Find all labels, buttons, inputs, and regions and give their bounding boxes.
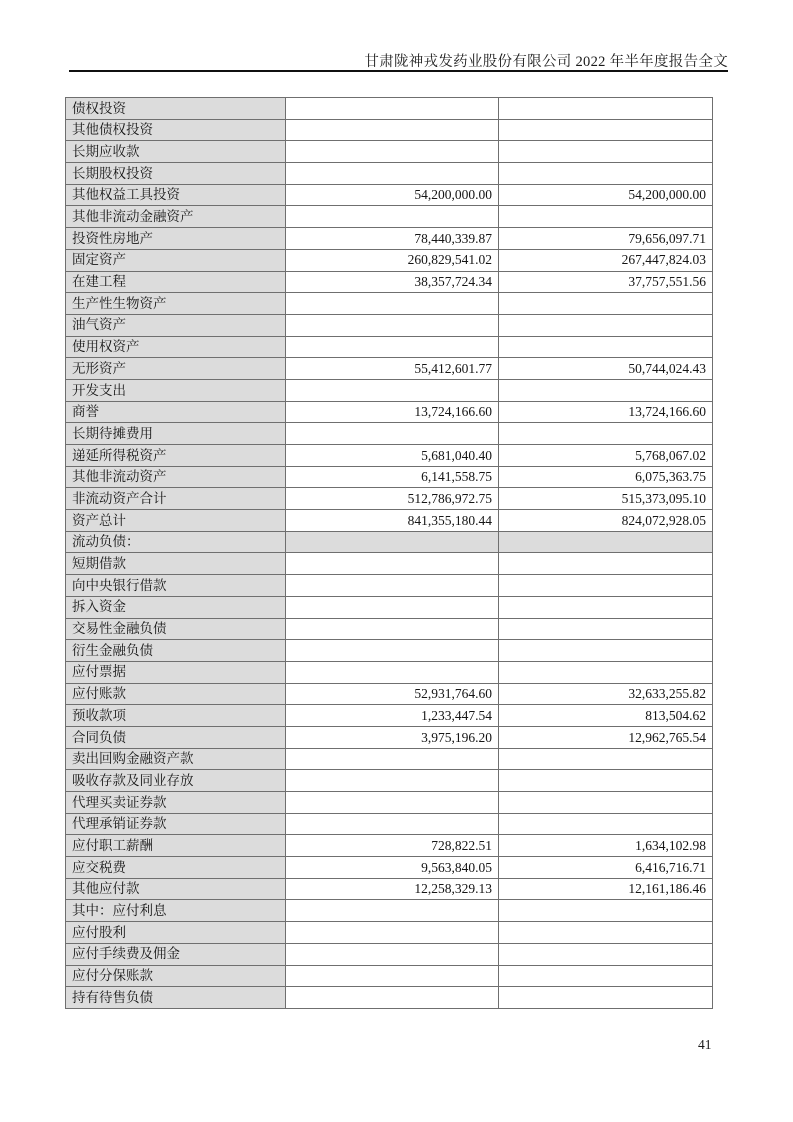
row-value-2: 12,962,765.54: [499, 726, 713, 748]
row-value-1: 5,681,040.40: [286, 445, 499, 467]
row-value-2: 79,656,097.71: [499, 228, 713, 250]
row-label: 使用权资产: [66, 336, 286, 358]
row-value-2: [499, 813, 713, 835]
row-value-1: [286, 553, 499, 575]
table-row: [66, 466, 713, 488]
row-value-1: 512,786,972.75: [286, 488, 499, 510]
row-value-1: [286, 206, 499, 228]
row-value-2: [499, 379, 713, 401]
row-label: 长期应收款: [66, 141, 286, 163]
row-label: 长期股权投资: [66, 163, 286, 185]
row-value-2: [499, 206, 713, 228]
row-value-1: [286, 748, 499, 770]
row-value-2: [499, 423, 713, 445]
row-label: 应付股利: [66, 922, 286, 944]
row-label: 商誉: [66, 401, 286, 423]
row-value-2: 6,075,363.75: [499, 466, 713, 488]
page-number: 41: [698, 1037, 712, 1052]
table-row: [66, 488, 713, 510]
report-header-title: 甘肃陇神戎发药业股份有限公司 2022 年半年度报告全文: [364, 54, 728, 70]
table-row: [66, 141, 713, 163]
row-label: 资产总计: [66, 510, 286, 532]
row-label: 油气资产: [66, 314, 286, 336]
row-label: 应交税费: [66, 857, 286, 879]
row-label: 吸收存款及同业存放: [66, 770, 286, 792]
table-row: [66, 119, 713, 141]
row-value-1: [286, 314, 499, 336]
row-label: 长期待摊费用: [66, 423, 286, 445]
row-value-1: [286, 575, 499, 597]
table-row: [66, 206, 713, 228]
row-value-2: 50,744,024.43: [499, 358, 713, 380]
row-value-2: 267,447,824.03: [499, 249, 713, 271]
row-label: 其他非流动资产: [66, 466, 286, 488]
row-label: 衍生金融负债: [66, 640, 286, 662]
row-value-1: 1,233,447.54: [286, 705, 499, 727]
row-value-2: [499, 553, 713, 575]
row-label: 非流动资产合计: [66, 488, 286, 510]
row-value-1: 38,357,724.34: [286, 271, 499, 293]
row-value-1: [286, 379, 499, 401]
table-row: [66, 401, 713, 423]
row-value-1: 55,412,601.77: [286, 358, 499, 380]
table-row: [66, 596, 713, 618]
table-row: [66, 770, 713, 792]
row-value-1: [286, 943, 499, 965]
row-value-2: 5,768,067.02: [499, 445, 713, 467]
row-value-2: [499, 943, 713, 965]
row-label: 应付手续费及佣金: [66, 943, 286, 965]
table-row: [66, 900, 713, 922]
table-row: [66, 293, 713, 315]
table-row: [66, 336, 713, 358]
row-value-1: 260,829,541.02: [286, 249, 499, 271]
table-row: [66, 271, 713, 293]
row-label: 其他债权投资: [66, 119, 286, 141]
row-value-1: 52,931,764.60: [286, 683, 499, 705]
row-value-1: [286, 965, 499, 987]
row-value-2: 32,633,255.82: [499, 683, 713, 705]
table-row: [66, 965, 713, 987]
table-row: [66, 575, 713, 597]
row-label: 交易性金融负债: [66, 618, 286, 640]
row-value-2: [499, 792, 713, 814]
table-row: [66, 748, 713, 770]
row-value-2: 813,504.62: [499, 705, 713, 727]
row-label: 代理买卖证券款: [66, 792, 286, 814]
row-value-2: [499, 336, 713, 358]
table-row: [66, 184, 713, 206]
row-label: 开发支出: [66, 379, 286, 401]
row-value-1: 9,563,840.05: [286, 857, 499, 879]
row-value-2: [499, 640, 713, 662]
row-value-1: [286, 922, 499, 944]
row-value-1: [286, 119, 499, 141]
row-value-2: [499, 965, 713, 987]
table-row: [66, 445, 713, 467]
row-value-2: [499, 293, 713, 315]
row-label: 拆入资金: [66, 596, 286, 618]
row-value-2: [499, 987, 713, 1009]
row-label: 其他非流动金融资产: [66, 206, 286, 228]
row-value-2: [499, 575, 713, 597]
row-value-1: [286, 640, 499, 662]
row-label: 流动负债：: [66, 531, 286, 553]
table-row: [66, 249, 713, 271]
row-value-2: [499, 141, 713, 163]
row-label: 持有待售负债: [66, 987, 286, 1009]
row-label: 应付账款: [66, 683, 286, 705]
balance-sheet-body: [66, 98, 713, 1009]
row-value-2: 37,757,551.56: [499, 271, 713, 293]
row-label: 向中央银行借款: [66, 575, 286, 597]
row-value-1: [286, 770, 499, 792]
table-row: [66, 857, 713, 879]
header-rule: [69, 70, 728, 72]
row-label: 其中：应付利息: [66, 900, 286, 922]
table-row: [66, 661, 713, 683]
row-value-1: [286, 531, 499, 553]
row-label: 递延所得税资产: [66, 445, 286, 467]
row-label: 预收款项: [66, 705, 286, 727]
table-row: [66, 423, 713, 445]
row-value-2: 13,724,166.60: [499, 401, 713, 423]
row-value-2: [499, 661, 713, 683]
row-label: 短期借款: [66, 553, 286, 575]
table-row: [66, 358, 713, 380]
table-row: [66, 98, 713, 120]
row-value-2: [499, 748, 713, 770]
row-value-1: [286, 596, 499, 618]
row-label: 在建工程: [66, 271, 286, 293]
row-value-2: [499, 922, 713, 944]
row-value-2: [499, 900, 713, 922]
row-label: 投资性房地产: [66, 228, 286, 250]
row-label: 无形资产: [66, 358, 286, 380]
table-row: [66, 379, 713, 401]
row-value-1: [286, 900, 499, 922]
row-value-1: [286, 423, 499, 445]
row-value-2: [499, 618, 713, 640]
row-value-1: [286, 293, 499, 315]
table-row: [66, 943, 713, 965]
row-value-1: [286, 618, 499, 640]
row-value-2: [499, 163, 713, 185]
row-value-2: 54,200,000.00: [499, 184, 713, 206]
row-value-2: 6,416,716.71: [499, 857, 713, 879]
row-value-1: [286, 336, 499, 358]
table-row: [66, 878, 713, 900]
table-row: [66, 792, 713, 814]
row-value-1: 78,440,339.87: [286, 228, 499, 250]
row-value-2: [499, 98, 713, 120]
row-label: 应付分保账款: [66, 965, 286, 987]
row-value-2: [499, 314, 713, 336]
row-value-1: 13,724,166.60: [286, 401, 499, 423]
table-row: [66, 987, 713, 1009]
row-value-2: 824,072,928.05: [499, 510, 713, 532]
row-value-1: [286, 987, 499, 1009]
table-row: [66, 813, 713, 835]
row-value-2: 515,373,095.10: [499, 488, 713, 510]
table-row: [66, 510, 713, 532]
row-value-1: 12,258,329.13: [286, 878, 499, 900]
table-row: [66, 922, 713, 944]
row-value-2: [499, 119, 713, 141]
table-row: [66, 835, 713, 857]
row-label: 其他权益工具投资: [66, 184, 286, 206]
row-value-1: [286, 813, 499, 835]
row-label: 生产性生物资产: [66, 293, 286, 315]
row-value-1: [286, 792, 499, 814]
row-value-1: 6,141,558.75: [286, 466, 499, 488]
row-label: 卖出回购金融资产款: [66, 748, 286, 770]
row-label: 债权投资: [66, 98, 286, 120]
table-row: [66, 553, 713, 575]
row-value-1: [286, 661, 499, 683]
row-value-1: [286, 163, 499, 185]
table-row: [66, 726, 713, 748]
table-row: [66, 618, 713, 640]
row-label: 应付票据: [66, 661, 286, 683]
row-value-1: 54,200,000.00: [286, 184, 499, 206]
table-row: [66, 640, 713, 662]
table-row: [66, 683, 713, 705]
row-label: 代理承销证券款: [66, 813, 286, 835]
row-value-1: [286, 98, 499, 120]
row-value-2: 12,161,186.46: [499, 878, 713, 900]
row-value-1: 728,822.51: [286, 835, 499, 857]
row-label: 应付职工薪酬: [66, 835, 286, 857]
table-row: [66, 531, 713, 553]
table-row: [66, 228, 713, 250]
row-value-1: 841,355,180.44: [286, 510, 499, 532]
row-label: 固定资产: [66, 249, 286, 271]
row-value-2: [499, 596, 713, 618]
row-label: 合同负债: [66, 726, 286, 748]
row-label: 其他应付款: [66, 878, 286, 900]
row-value-1: [286, 141, 499, 163]
table-row: [66, 314, 713, 336]
table-row: [66, 705, 713, 727]
row-value-1: 3,975,196.20: [286, 726, 499, 748]
table-row: [66, 163, 713, 185]
row-value-2: [499, 770, 713, 792]
row-value-2: [499, 531, 713, 553]
row-value-2: 1,634,102.98: [499, 835, 713, 857]
balance-sheet-table: [65, 97, 713, 1009]
